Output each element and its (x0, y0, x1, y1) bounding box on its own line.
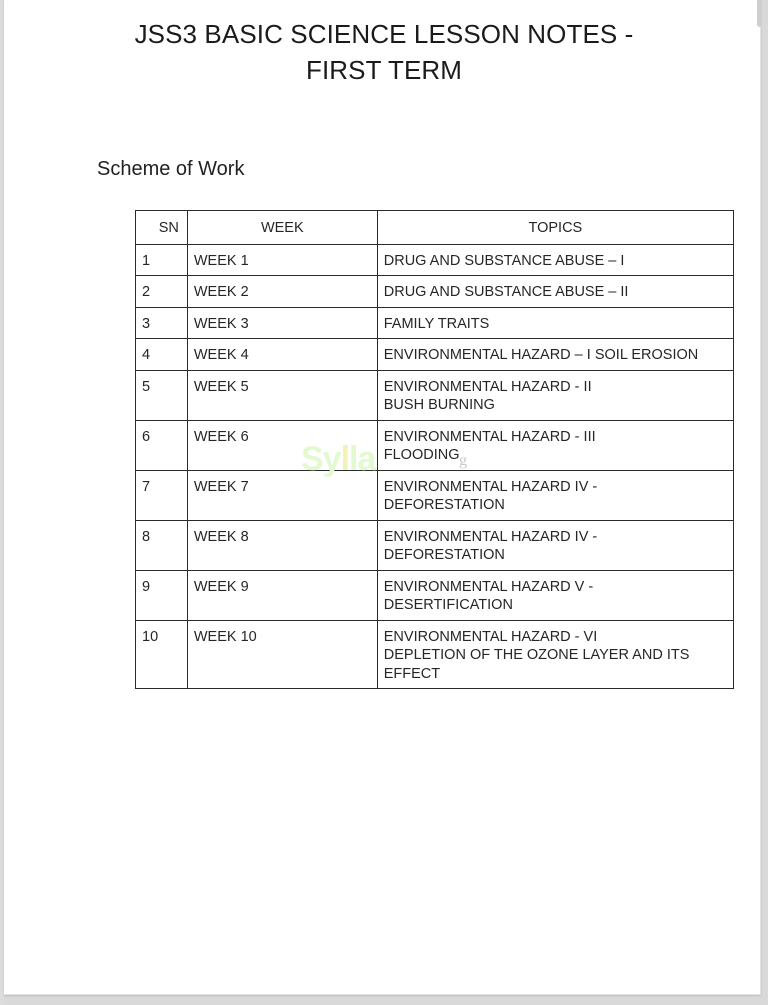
topic-line: FLOODING (383, 447, 460, 463)
cell-topic (377, 276, 733, 308)
cell-sn: 8 (136, 520, 188, 570)
cell-topic (377, 570, 733, 620)
watermark-text-b: l (340, 440, 350, 478)
cell-sn: 7 (136, 470, 188, 520)
table-row (136, 244, 734, 276)
topic-line: DEPLETION OF THE OZONE LAYER AND ITS (383, 647, 690, 663)
table-row (136, 620, 734, 689)
table-row (136, 370, 734, 420)
topic-line: EFFECT (383, 665, 441, 682)
topic-line: ENVIRONMENTAL HAZARD – I SOIL EROSION (383, 347, 699, 363)
topic-line: DEFORESTATION (383, 547, 505, 563)
cell-week: WEEK 8 (187, 520, 377, 570)
topic-line: DESERTIFICATION (383, 597, 513, 613)
topic-line: FAMILY TRAITS (383, 315, 490, 332)
topic-line: ENVIRONMENTAL HAZARD - VI (383, 628, 598, 645)
cell-sn: 5 (136, 370, 188, 420)
cell-topic (377, 420, 733, 470)
cell-topic (377, 470, 733, 520)
cell-topic (377, 520, 733, 570)
topic-line: ENVIRONMENTAL HAZARD - III (383, 428, 596, 445)
cell-topic (377, 339, 733, 371)
table-row (136, 276, 734, 308)
watermark-text-c: la (349, 440, 376, 478)
cell-sn: 1 (136, 244, 188, 276)
cell-sn: 2 (136, 276, 188, 308)
table-row (136, 470, 734, 520)
cell-week: WEEK 2 (187, 276, 377, 308)
cell-week: WEEK 3 (187, 307, 377, 339)
topic-line: DRUG AND SUBSTANCE ABUSE – I (383, 252, 625, 269)
topic-line: ENVIRONMENTAL HAZARD V - (383, 578, 594, 595)
cell-week: WEEK 6 (187, 420, 377, 470)
cell-week: WEEK 7 (187, 470, 377, 520)
cell-week: WEEK 5 (187, 370, 377, 420)
topic-line: ENVIRONMENTAL HAZARD IV - (383, 478, 598, 495)
topic-line: DEFORESTATION (383, 497, 505, 513)
watermark-text-a: Sy (301, 440, 341, 478)
page-title-line-1: JSS3 BASIC SCIENCE LESSON NOTES - (134, 19, 634, 49)
cell-topic (377, 307, 733, 339)
cell-topic (377, 370, 733, 420)
table-row (136, 307, 734, 339)
topic-line: DRUG AND SUBSTANCE ABUSE – II (383, 284, 629, 300)
scheme-of-work-table (135, 210, 734, 689)
cell-week: WEEK 4 (187, 339, 377, 371)
section-heading: Scheme of Work (97, 158, 245, 180)
table-row (136, 339, 734, 371)
table-row (136, 570, 734, 620)
cell-week: WEEK 1 (187, 244, 377, 276)
column-header-topics: TOPICS (377, 211, 733, 245)
table-header-row (136, 211, 734, 245)
cell-week: WEEK 9 (187, 570, 377, 620)
column-header-week: WEEK (187, 211, 377, 245)
cell-topic (377, 244, 733, 276)
cell-sn: 10 (136, 620, 188, 689)
page-title-line-2: FIRST TERM (305, 55, 463, 85)
cell-sn: 3 (136, 307, 188, 339)
topic-line: BUSH BURNING (383, 397, 495, 413)
topic-line: ENVIRONMENTAL HAZARD IV - (383, 528, 598, 545)
column-header-sn: SN (136, 211, 188, 245)
table-row (136, 520, 734, 570)
cell-sn: 6 (136, 420, 188, 470)
cell-sn: 9 (136, 570, 188, 620)
cell-sn: 4 (136, 339, 188, 371)
topic-line: ENVIRONMENTAL HAZARD - II (383, 378, 592, 395)
cell-topic (377, 620, 733, 689)
table-row (136, 420, 734, 470)
watermark-fragment: g (459, 452, 467, 469)
cell-week: WEEK 10 (187, 620, 377, 689)
page-title (0, 16, 768, 88)
